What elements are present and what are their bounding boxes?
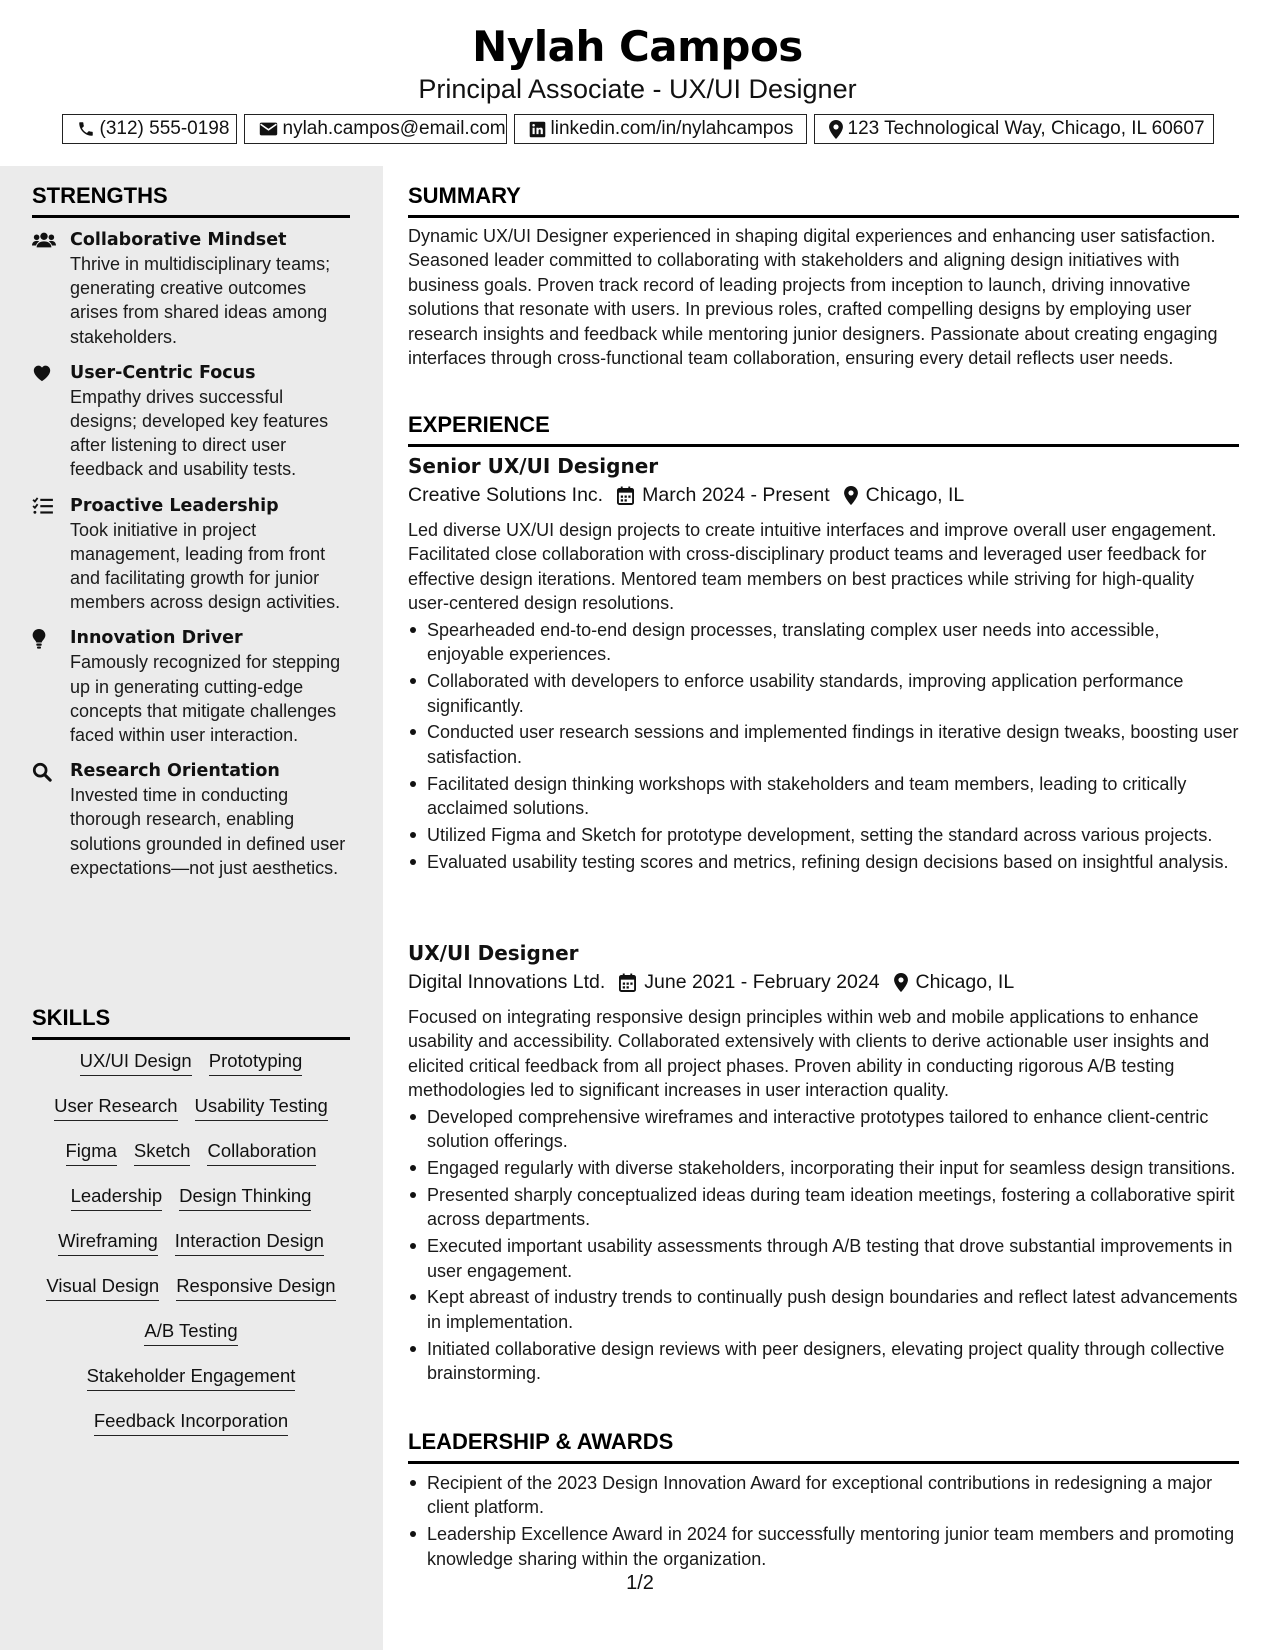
job-bullets [408,1105,1239,1388]
company-name: Digital Innovations Ltd. [408,971,606,993]
lightbulb-icon [32,626,70,747]
skill-tag: Responsive Design [176,1273,335,1301]
list-item: Collaborated with developers to enforce usability standards, improving application performance significantly. [408,669,1239,718]
list-item: Recipient of the 2023 Design Innovation Award for exceptional contributions in redesigning a major client platform. [408,1471,1239,1520]
list-item: Evaluated usability testing scores and metrics, refining design decisions based on insightful analysis. [408,850,1239,874]
skill-tag: Collaboration [207,1138,316,1166]
summary-heading: SUMMARY [408,183,1239,218]
heart-icon [32,361,70,482]
job-title: UX/UI Designer [408,941,579,965]
skill-row [32,1318,350,1363]
job-bullets [408,618,1239,876]
skill-tag: Feedback Incorporation [94,1408,288,1436]
strength-title: Collaborative Mindset [70,230,287,250]
skills-list [32,1048,350,1453]
skill-tag: Prototyping [209,1048,303,1076]
contact-phone[interactable] [62,114,237,144]
skill-row [32,1093,350,1138]
candidate-name: Nylah Campos [472,22,803,71]
calendar-icon [617,486,634,505]
list-item: Presented sharply conceptualized ideas during team ideation meetings, fostering a collaborative spirit across departments. [408,1183,1239,1232]
task-list-icon [32,494,70,615]
strength-title: Proactive Leadership [70,495,279,516]
skill-tag: Stakeholder Engagement [87,1363,296,1391]
skill-row [32,1228,350,1273]
strength-title: User-Centric Focus [70,362,256,383]
awards-list [408,1471,1239,1573]
job-description: Focused on integrating responsive design principles within web and mobile applications to enhance usability and accessibility. Collaborated extensively with clients to derive actionable user insights and elicited critical feedback from all project phases. Proven ability in conducting rigorous A/B testing methodologies led to significant increases in user interaction quality. [408,1007,1210,1101]
contact-email-text: nylah.campos@email.com [282,118,506,139]
skill-row [32,1183,350,1228]
skill-tag: Figma [66,1138,117,1166]
contact-email[interactable] [244,114,507,144]
list-item: Executed important usability assessments through A/B testing that drove substantial improvements in user engagement. [408,1234,1239,1283]
skill-tag: Visual Design [46,1273,159,1301]
skill-row [32,1408,350,1453]
page-number: 1/2 [626,1572,654,1594]
contact-linkedin-text: linkedin.com/in/nylahcampos [550,118,794,139]
strength-description: Invested time in conducting thorough research, enabling solutions grounded in defined user expectations—not just aesthetics. [70,785,346,878]
skill-row [32,1363,350,1408]
strength-item [32,228,352,349]
list-item: Utilized Figma and Sketch for prototype development, setting the standard across various projects. [408,823,1239,847]
skill-tag: Usability Testing [195,1093,328,1121]
users-icon [32,228,70,349]
strength-description: Famously recognized for stepping up in generating cutting-edge concepts that mitigate challenges faced within user interaction. [70,652,341,746]
contact-bar [0,114,1275,144]
list-item: Conducted user research sessions and implemented findings in iterative design tweaks, boosting user satisfaction. [408,720,1239,769]
summary-text: Dynamic UX/UI Designer experienced in shaping digital experiences and enhancing user satisfaction. Seasoned leader committed to collaborating with stakeholders and aligning design initiatives with business goals. Proven track record of leading projects from inception to launch, driving innovative solutions that resonate with users. In previous roles, crafted compelling designs by employing user research insights and feedback while mentoring junior designers. Passionate about creating engaging interfaces through cross-functional team collaboration, ensuring every detail reflects user needs. [408,226,1218,369]
skill-tag: Design Thinking [179,1183,311,1211]
skill-row [32,1138,350,1183]
envelope-icon [259,121,278,137]
list-item: Initiated collaborative design reviews with peer designers, elevating project quality through collective brainstorming. [408,1337,1239,1386]
skills-heading: SKILLS [32,1005,350,1040]
map-pin-icon [829,120,843,139]
linkedin-icon [529,121,546,138]
strength-item [32,494,352,615]
list-item: Kept abreast of industry trends to continually push design boundaries and reflect latest advancements in implementation. [408,1285,1239,1334]
job-description: Led diverse UX/UI design projects to create intuitive interfaces and improve overall user engagement. Facilitated close collaboration with cross-disciplinary product teams and leveraged user feedback for effective design iterations. Mentored team members on best practices while striving for high-quality user-centered design resolutions. [408,520,1217,614]
job-meta [408,484,964,507]
strength-description: Thrive in multidisciplinary teams; generating creative outcomes arises from shared ideas among stakeholders. [70,254,331,347]
list-item: Engaged regularly with diverse stakeholders, incorporating their input for seamless design transitions. [408,1156,1239,1180]
strength-item [32,759,352,880]
strength-title: Innovation Driver [70,628,243,649]
phone-icon [77,120,95,138]
job-meta [408,971,1014,994]
candidate-title: Principal Associate - UX/UI Designer [418,74,857,104]
strength-description: Empathy drives successful designs; developed key features after listening to direct user feedback and usability tests. [70,386,329,480]
map-pin-icon [844,486,858,505]
experience-heading: EXPERIENCE [408,412,1239,447]
strength-title: Research Orientation [70,761,280,782]
job-location: Chicago, IL [865,484,965,506]
list-item: Leadership Excellence Award in 2024 for successfully mentoring junior team members and promoting knowledge sharing within the organization. [408,1522,1239,1571]
skill-tag: UX/UI Design [80,1048,192,1076]
strength-item [32,361,352,482]
contact-address-text: 123 Technological Way, Chicago, IL 60607 [847,118,1205,139]
skill-row [32,1273,350,1318]
skill-row [32,1048,350,1093]
list-item: Developed comprehensive wireframes and interactive prototypes tailored to enhance client-centric solution offerings. [408,1105,1239,1154]
job-dates: March 2024 - Present [642,484,830,506]
job-title: Senior UX/UI Designer [408,454,659,478]
awards-heading: LEADERSHIP & AWARDS [408,1429,1239,1464]
skill-tag: Wireframing [58,1228,158,1256]
calendar-icon [619,973,636,992]
contact-address[interactable] [814,114,1214,144]
strength-description: Took initiative in project management, leading from front and facilitating growth for junior members across design activities. [70,519,341,613]
search-icon [32,759,70,880]
skill-tag: Interaction Design [175,1228,324,1256]
skill-tag: User Research [54,1093,177,1121]
list-item: Spearheaded end-to-end design processes, translating complex user needs into accessible, enjoyable experiences. [408,618,1239,667]
skill-tag: Leadership [71,1183,163,1211]
strength-item [32,626,352,747]
map-pin-icon [894,973,908,992]
company-name: Creative Solutions Inc. [408,484,604,506]
job-location: Chicago, IL [915,971,1015,993]
strengths-list [32,228,352,892]
skill-tag: A/B Testing [144,1318,237,1346]
job-dates: June 2021 - February 2024 [644,971,880,993]
contact-linkedin[interactable] [514,114,807,144]
contact-phone-text: (312) 555-0198 [99,118,230,139]
skill-tag: Sketch [134,1138,191,1166]
list-item: Facilitated design thinking workshops with stakeholders and team members, leading to critically acclaimed solutions. [408,772,1239,821]
strengths-heading: STRENGTHS [32,183,350,218]
